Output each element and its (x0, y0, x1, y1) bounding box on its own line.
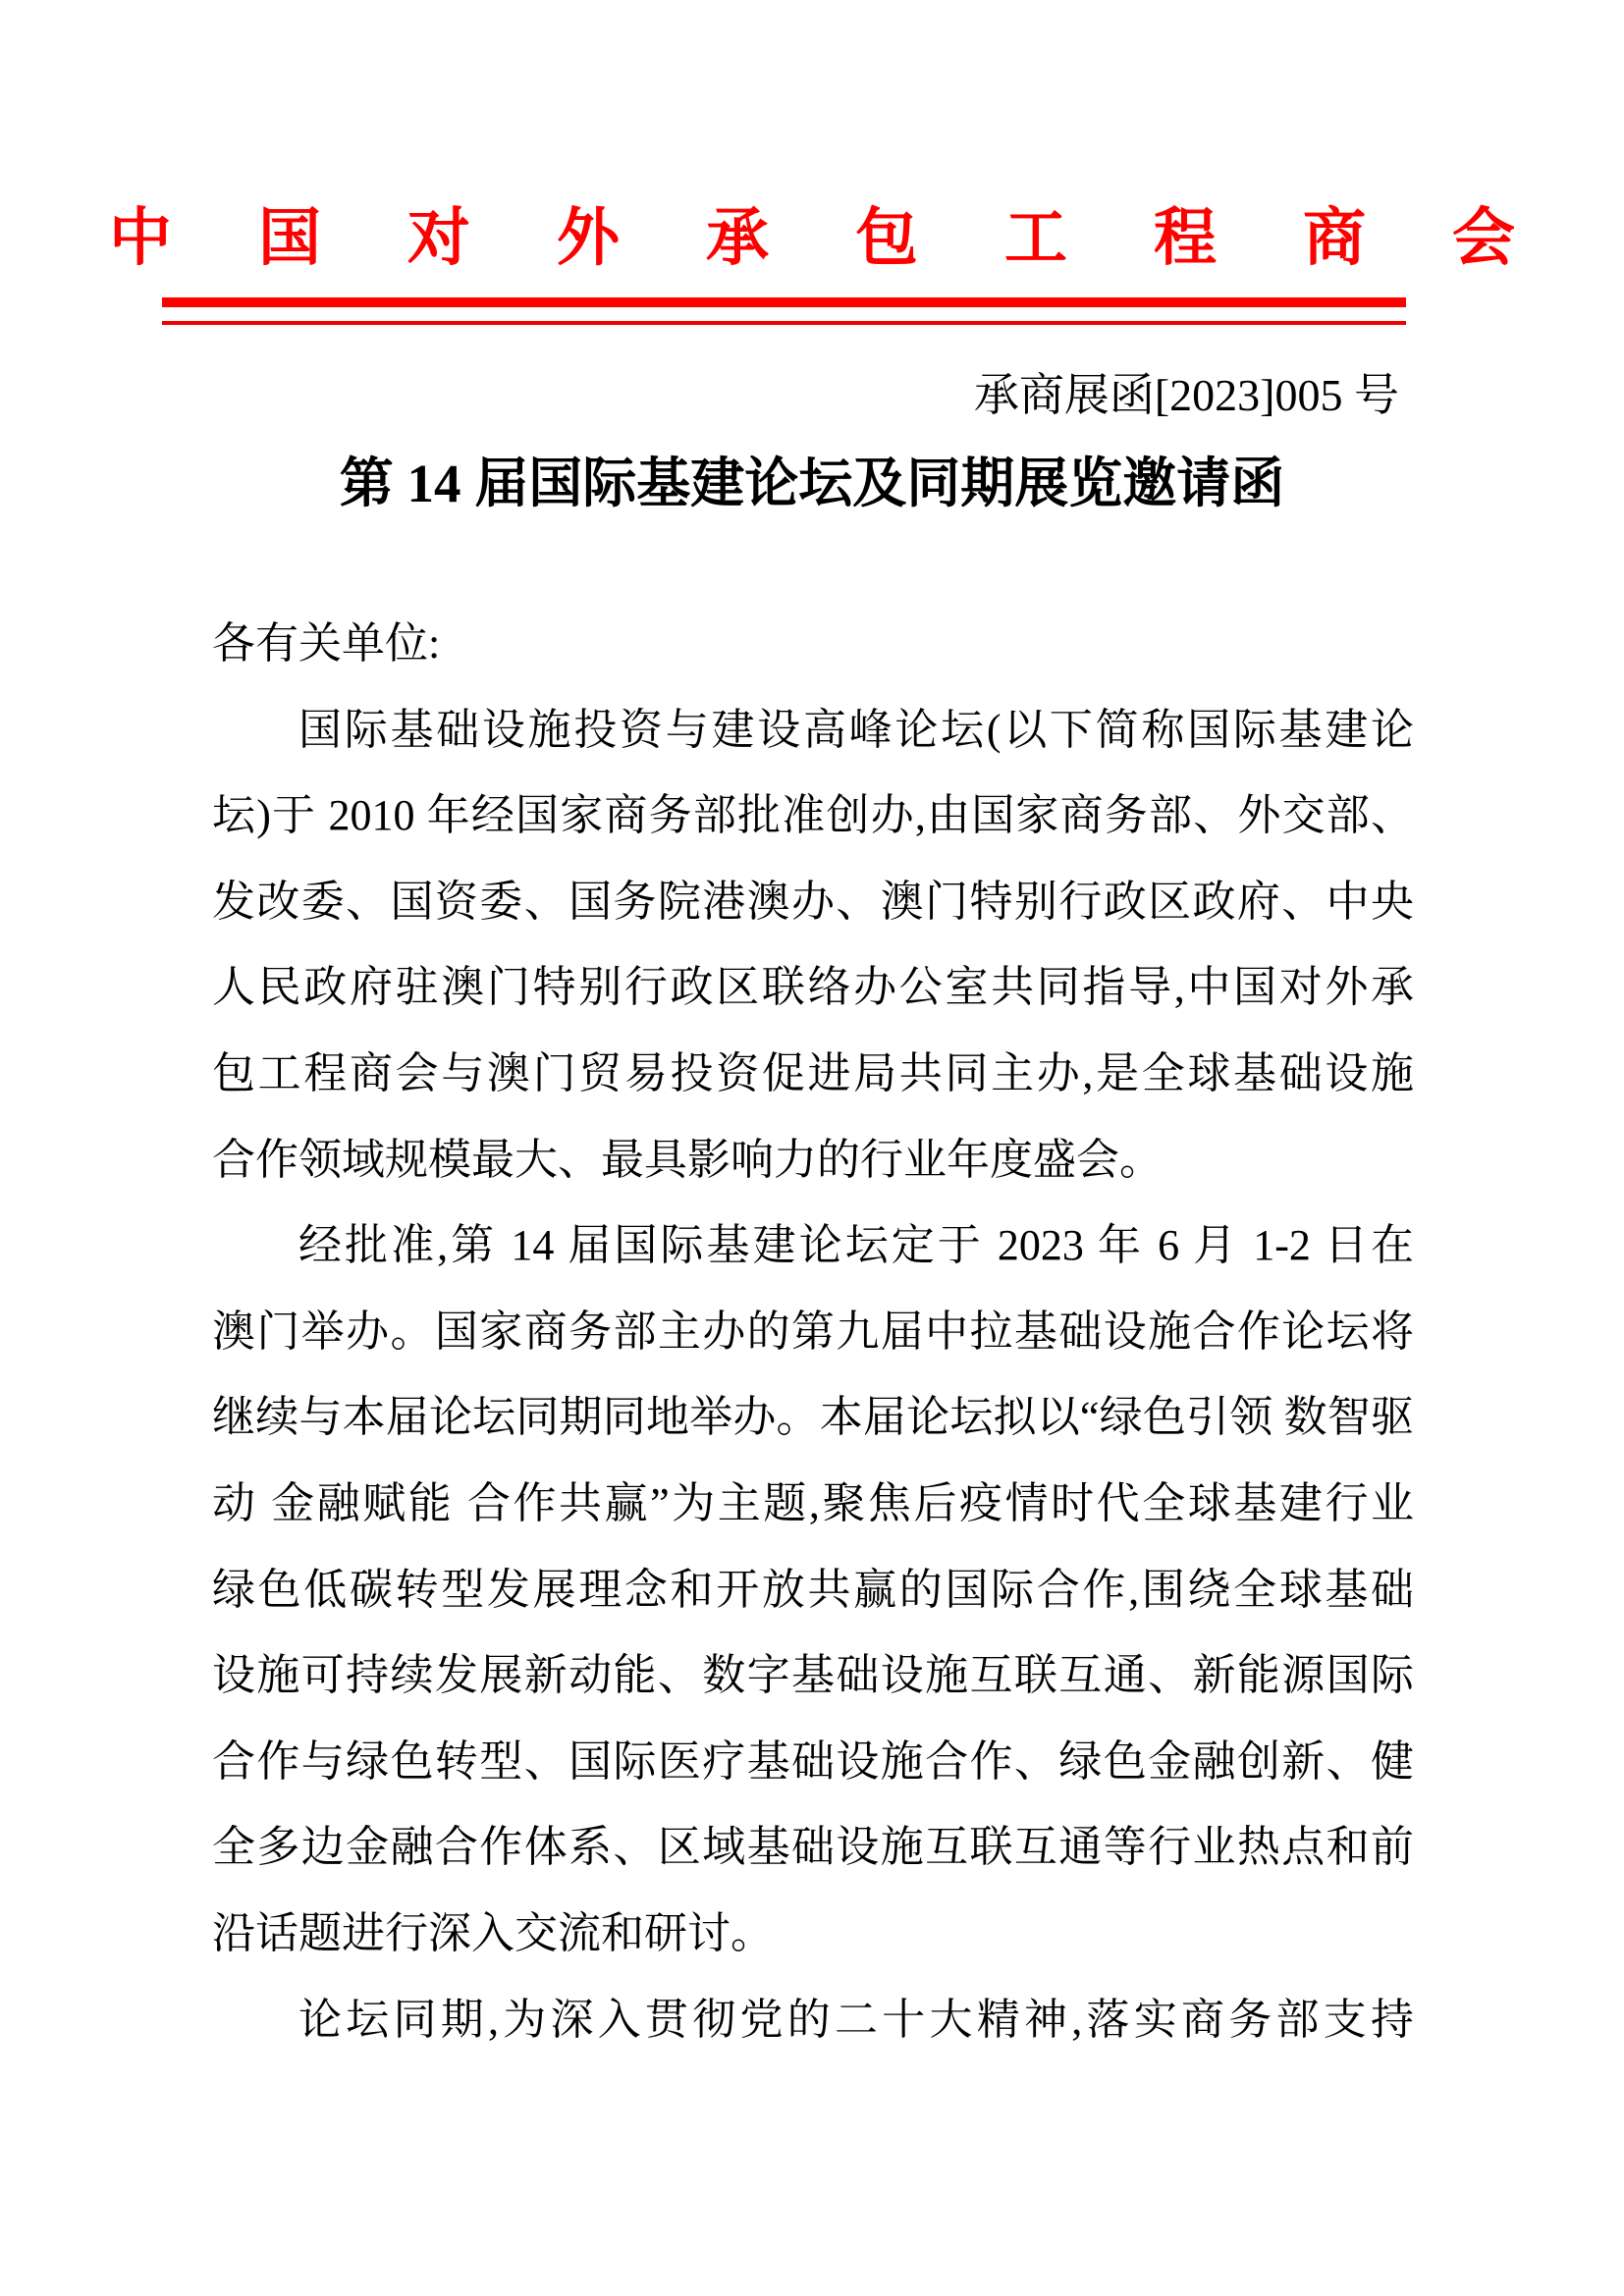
body-line: 全多边金融合作体系、区域基础设施互联互通等行业热点和前 (212, 1823, 1414, 1872)
document-title: 第 14 届国际基建论坛及同期展览邀请函 (339, 454, 1285, 513)
body-line: 绿色低碳转型发展理念和开放共赢的国际合作,围绕全球基础 (212, 1565, 1414, 1614)
body-line: 国际基础设施投资与建设高峰论坛(以下简称国际基建论 (298, 705, 1414, 754)
body-line: 继续与本届论坛同期同地举办。本届论坛拟以“绿色引领 数智驱 (212, 1393, 1414, 1442)
letterhead-org-name: 中 国 对 外 承 包 工 程 商 会 (109, 203, 1550, 273)
body-line: 论坛同期,为深入贯彻党的二十大精神,落实商务部支持 (298, 1995, 1414, 2044)
body-line: 合作领域规模最大、最具影响力的行业年度盛会。 (212, 1135, 1163, 1184)
body-line: 人民政府驻澳门特别行政区联络办公室共同指导,中国对外承 (212, 963, 1414, 1012)
body-line: 沿话题进行深入交流和研讨。 (212, 1908, 774, 1957)
letterhead-rule-thick (162, 297, 1406, 307)
body-line: 经批准,第 14 届国际基建论坛定于 2023 年 6 月 1-2 日在 (298, 1221, 1414, 1270)
body-line: 合作与绿色转型、国际医疗基础设施合作、绿色金融创新、健 (212, 1736, 1414, 1786)
body-line: 动 金融赋能 合作共赢”为主题,聚焦后疫情时代全球基建行业 (212, 1478, 1414, 1527)
body-line-salutation: 各有关单位: (212, 619, 441, 667)
body-line: 澳门举办。国家商务部主办的第九届中拉基础设施合作论坛将 (212, 1307, 1414, 1356)
doc-number: 承商展函[2023]005 号 (973, 370, 1399, 420)
document-body (212, 601, 1414, 2062)
body-line: 包工程商会与澳门贸易投资促进局共同主办,是全球基础设施 (212, 1048, 1414, 1097)
body-line: 发改委、国资委、国务院港澳办、澳门特别行政区政府、中央 (212, 877, 1414, 926)
letterhead-rule-thin (162, 321, 1406, 325)
body-line: 坛)于 2010 年经国家商务部批准创办,由国家商务部、外交部、 (212, 791, 1414, 840)
body-line: 设施可持续发展新动能、数字基础设施互联互通、新能源国际 (212, 1651, 1414, 1700)
